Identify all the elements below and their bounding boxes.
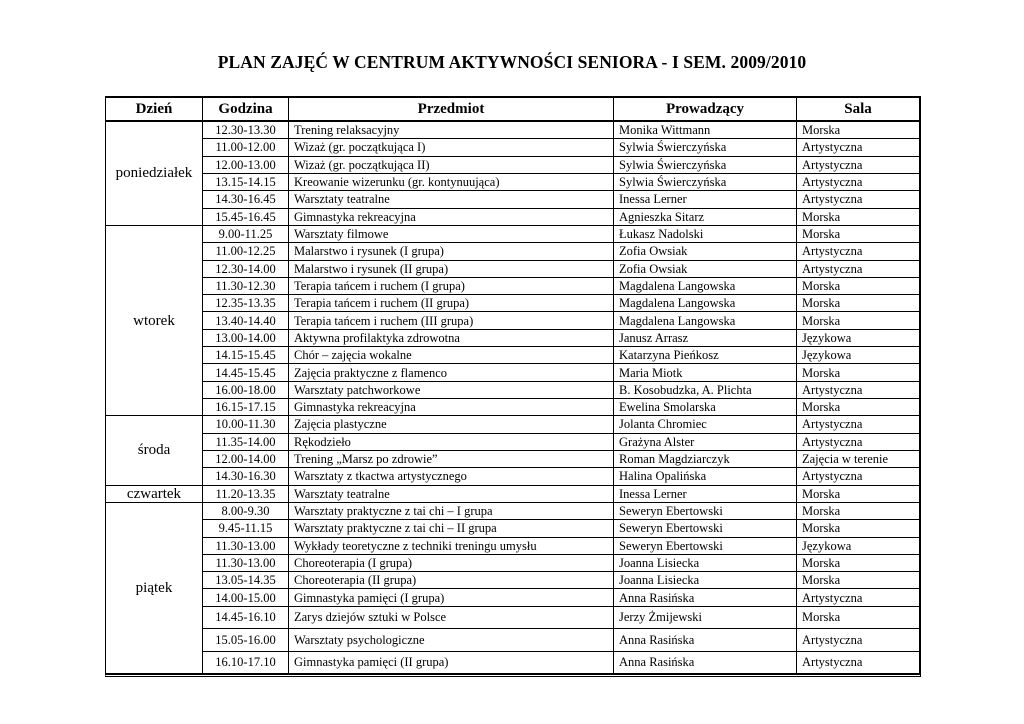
table-row [106, 261, 919, 278]
subject-cell: Kreowanie wizerunku (gr. kontynuująca) [289, 174, 614, 191]
room-cell: Morska [797, 520, 919, 537]
room-cell: Artystyczna [797, 243, 919, 260]
time-cell: 12.00-13.00 [203, 157, 289, 174]
instructor-cell: Jerzy Żmijewski [614, 607, 797, 629]
room-cell: Morska [797, 399, 919, 416]
instructor-cell: Ewelina Smolarska [614, 399, 797, 416]
subject-cell: Malarstwo i rysunek (I grupa) [289, 243, 614, 260]
time-cell: 11.30-12.30 [203, 278, 289, 295]
table-row [106, 174, 919, 191]
table-row [106, 364, 919, 381]
instructor-cell: Roman Magdziarczyk [614, 451, 797, 468]
time-cell: 16.10-17.10 [203, 652, 289, 674]
time-cell: 16.15-17.15 [203, 399, 289, 416]
header-subject: Przedmiot [289, 98, 614, 122]
time-cell: 11.00-12.25 [203, 243, 289, 260]
table-row [106, 538, 919, 555]
instructor-cell: Maria Miotk [614, 364, 797, 381]
instructor-cell: Seweryn Ebertowski [614, 538, 797, 555]
instructor-cell: Zofia Owsiak [614, 243, 797, 260]
header-instructor: Prowadzący [614, 98, 797, 122]
subject-cell: Wizaż (gr. początkująca II) [289, 157, 614, 174]
subject-cell: Trening relaksacyjny [289, 122, 614, 139]
day-label: wtorek [106, 226, 203, 416]
instructor-cell: Sylwia Świerczyńska [614, 139, 797, 156]
table-row [106, 520, 919, 537]
table-row [106, 382, 919, 399]
room-cell: Artystyczna [797, 416, 919, 433]
time-cell: 13.00-14.00 [203, 330, 289, 347]
instructor-cell: Seweryn Ebertowski [614, 503, 797, 520]
room-cell: Zajęcia w terenie [797, 451, 919, 468]
instructor-cell: Magdalena Langowska [614, 295, 797, 312]
time-cell: 15.05-16.00 [203, 629, 289, 651]
subject-cell: Zajęcia praktyczne z flamenco [289, 364, 614, 381]
day-label: czwartek [106, 486, 203, 503]
instructor-cell: Sylwia Świerczyńska [614, 174, 797, 191]
subject-cell: Rękodzieło [289, 434, 614, 451]
instructor-cell: Magdalena Langowska [614, 278, 797, 295]
instructor-cell: Łukasz Nadolski [614, 226, 797, 243]
room-cell: Morska [797, 572, 919, 589]
room-cell: Morska [797, 486, 919, 503]
time-cell: 12.30-13.30 [203, 122, 289, 139]
table-row [106, 347, 919, 364]
subject-cell: Warsztaty patchworkowe [289, 382, 614, 399]
instructor-cell: Anna Rasińska [614, 589, 797, 606]
table-row [106, 486, 919, 503]
subject-cell: Zajęcia plastyczne [289, 416, 614, 433]
subject-cell: Choreoterapia (II grupa) [289, 572, 614, 589]
subject-cell: Warsztaty z tkactwa artystycznego [289, 468, 614, 485]
header-day: Dzień [106, 98, 203, 122]
subject-cell: Warsztaty praktyczne z tai chi – I grupa [289, 503, 614, 520]
time-cell: 8.00-9.30 [203, 503, 289, 520]
room-cell: Morska [797, 555, 919, 572]
table-row [106, 243, 919, 260]
table-row [106, 652, 919, 674]
schedule-body [106, 122, 919, 674]
room-cell: Morska [797, 278, 919, 295]
subject-cell: Choreoterapia (I grupa) [289, 555, 614, 572]
time-cell: 9.45-11.15 [203, 520, 289, 537]
room-cell: Artystyczna [797, 652, 919, 674]
time-cell: 12.30-14.00 [203, 261, 289, 278]
time-cell: 11.30-13.00 [203, 538, 289, 555]
instructor-cell: Agnieszka Sitarz [614, 209, 797, 226]
time-cell: 14.45-16.10 [203, 607, 289, 629]
room-cell: Morska [797, 607, 919, 629]
subject-cell: Wizaż (gr. początkująca I) [289, 139, 614, 156]
time-cell: 12.00-14.00 [203, 451, 289, 468]
time-cell: 11.20-13.35 [203, 486, 289, 503]
time-cell: 14.00-15.00 [203, 589, 289, 606]
table-row [106, 468, 919, 485]
subject-cell: Warsztaty praktyczne z tai chi – II grupa [289, 520, 614, 537]
time-cell: 14.45-15.45 [203, 364, 289, 381]
room-cell: Językowa [797, 330, 919, 347]
time-cell: 11.00-12.00 [203, 139, 289, 156]
room-cell: Językowa [797, 347, 919, 364]
time-cell: 11.30-13.00 [203, 555, 289, 572]
subject-cell: Warsztaty teatralne [289, 486, 614, 503]
room-cell: Artystyczna [797, 468, 919, 485]
subject-cell: Malarstwo i rysunek (II grupa) [289, 261, 614, 278]
subject-cell: Gimnastyka pamięci (II grupa) [289, 652, 614, 674]
time-cell: 14.30-16.30 [203, 468, 289, 485]
instructor-cell: Seweryn Ebertowski [614, 520, 797, 537]
instructor-cell: Halina Opalińska [614, 468, 797, 485]
time-cell: 14.15-15.45 [203, 347, 289, 364]
table-row [106, 503, 919, 520]
table-row [106, 312, 919, 329]
table-row [106, 607, 919, 629]
subject-cell: Gimnastyka pamięci (I grupa) [289, 589, 614, 606]
instructor-cell: Anna Rasińska [614, 629, 797, 651]
room-cell: Artystyczna [797, 261, 919, 278]
day-label: środa [106, 416, 203, 485]
instructor-cell: Sylwia Świerczyńska [614, 157, 797, 174]
instructor-cell: Joanna Lisiecka [614, 555, 797, 572]
table-row [106, 399, 919, 416]
room-cell: Morska [797, 122, 919, 139]
room-cell: Artystyczna [797, 629, 919, 651]
room-cell: Morska [797, 503, 919, 520]
table-row [106, 191, 919, 208]
room-cell: Artystyczna [797, 174, 919, 191]
room-cell: Morska [797, 209, 919, 226]
table-row [106, 330, 919, 347]
day-label: piątek [106, 503, 203, 674]
time-cell: 14.30-16.45 [203, 191, 289, 208]
table-row [106, 226, 919, 243]
instructor-cell: Inessa Lerner [614, 191, 797, 208]
header-time: Godzina [203, 98, 289, 122]
subject-cell: Warsztaty filmowe [289, 226, 614, 243]
time-cell: 9.00-11.25 [203, 226, 289, 243]
subject-cell: Chór – zajęcia wokalne [289, 347, 614, 364]
time-cell: 12.35-13.35 [203, 295, 289, 312]
table-row [106, 434, 919, 451]
instructor-cell: Grażyna Alster [614, 434, 797, 451]
table-row [106, 139, 919, 156]
subject-cell: Gimnastyka rekreacyjna [289, 399, 614, 416]
subject-cell: Warsztaty teatralne [289, 191, 614, 208]
room-cell: Artystyczna [797, 157, 919, 174]
instructor-cell: Monika Wittmann [614, 122, 797, 139]
room-cell: Morska [797, 226, 919, 243]
table-row [106, 209, 919, 226]
schedule-table [105, 96, 921, 677]
time-cell: 15.45-16.45 [203, 209, 289, 226]
table-row [106, 295, 919, 312]
subject-cell: Wykłady teoretyczne z techniki treningu umysłu [289, 538, 614, 555]
table-row [106, 451, 919, 468]
day-label: poniedziałek [106, 122, 203, 226]
time-cell: 16.00-18.00 [203, 382, 289, 399]
time-cell: 13.15-14.15 [203, 174, 289, 191]
room-cell: Morska [797, 312, 919, 329]
instructor-cell: Janusz Arrasz [614, 330, 797, 347]
subject-cell: Zarys dziejów sztuki w Polsce [289, 607, 614, 629]
subject-cell: Warsztaty psychologiczne [289, 629, 614, 651]
time-cell: 13.05-14.35 [203, 572, 289, 589]
time-cell: 11.35-14.00 [203, 434, 289, 451]
room-cell: Językowa [797, 538, 919, 555]
instructor-cell: Magdalena Langowska [614, 312, 797, 329]
table-row [106, 589, 919, 606]
table-row [106, 572, 919, 589]
instructor-cell: Joanna Lisiecka [614, 572, 797, 589]
table-row [106, 157, 919, 174]
room-cell: Artystyczna [797, 382, 919, 399]
subject-cell: Gimnastyka rekreacyjna [289, 209, 614, 226]
subject-cell: Aktywna profilaktyka zdrowotna [289, 330, 614, 347]
room-cell: Morska [797, 295, 919, 312]
subject-cell: Terapia tańcem i ruchem (III grupa) [289, 312, 614, 329]
page-title: PLAN ZAJĘĆ W CENTRUM AKTYWNOŚCI SENIORA - I SEM. 2009/2010 [217, 52, 807, 72]
time-cell: 10.00-11.30 [203, 416, 289, 433]
header-row [106, 98, 919, 122]
table-row [106, 122, 919, 139]
instructor-cell: Anna Rasińska [614, 652, 797, 674]
subject-cell: Terapia tańcem i ruchem (I grupa) [289, 278, 614, 295]
instructor-cell: Zofia Owsiak [614, 261, 797, 278]
room-cell: Morska [797, 364, 919, 381]
room-cell: Artystyczna [797, 434, 919, 451]
time-cell: 13.40-14.40 [203, 312, 289, 329]
room-cell: Artystyczna [797, 139, 919, 156]
subject-cell: Trening „Marsz po zdrowie” [289, 451, 614, 468]
table-row [106, 278, 919, 295]
header-room: Sala [797, 98, 919, 122]
table-row [106, 555, 919, 572]
instructor-cell: Jolanta Chromiec [614, 416, 797, 433]
room-cell: Artystyczna [797, 589, 919, 606]
room-cell: Artystyczna [797, 191, 919, 208]
instructor-cell: Katarzyna Pieńkosz [614, 347, 797, 364]
instructor-cell: Inessa Lerner [614, 486, 797, 503]
table-row [106, 416, 919, 433]
instructor-cell: B. Kosobudzka, A. Plichta [614, 382, 797, 399]
subject-cell: Terapia tańcem i ruchem (II grupa) [289, 295, 614, 312]
table-row [106, 629, 919, 651]
